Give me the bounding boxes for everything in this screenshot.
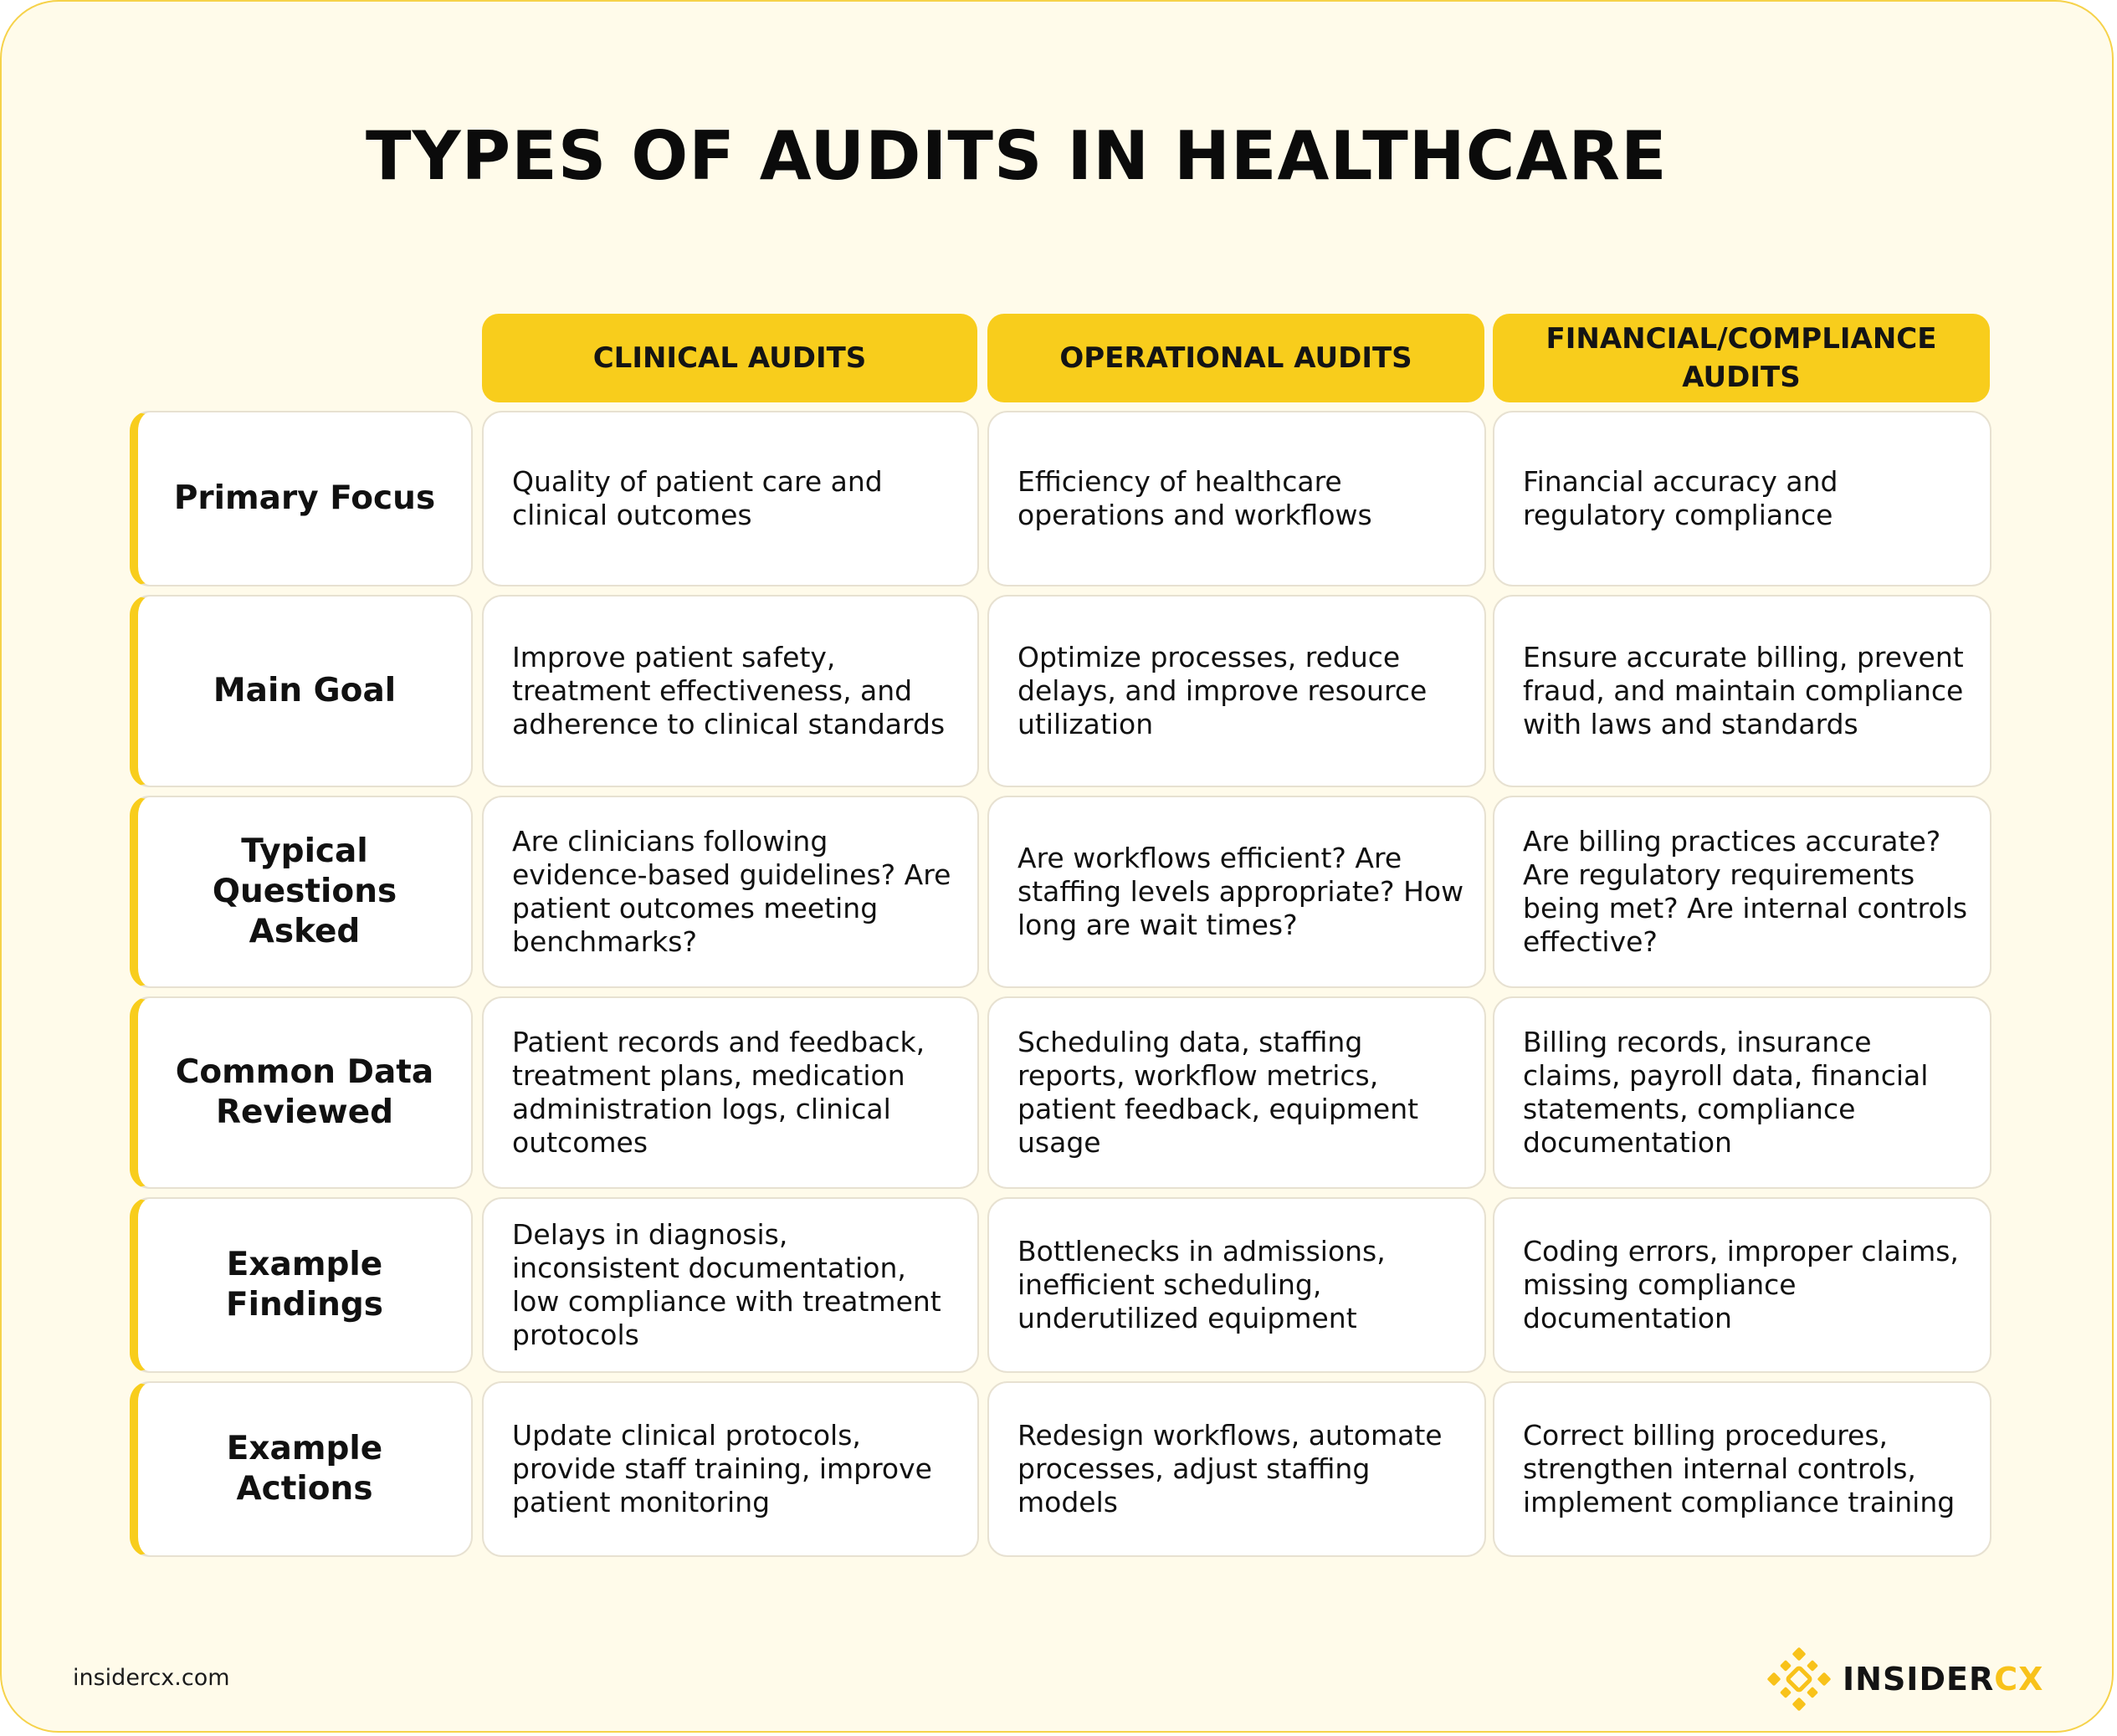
row-label-example-findings: Example Findings bbox=[130, 1197, 473, 1373]
cell-typical-questions-clinical: Are clinicians following evidence-based guidelines? Are patient outcomes meeting benchmarks? bbox=[482, 796, 979, 988]
row-label-main-goal: Main Goal bbox=[130, 595, 473, 787]
row-label-typical-questions: Typical Questions Asked bbox=[130, 796, 473, 988]
page-title: TYPES OF AUDITS IN HEALTHCARE bbox=[366, 117, 1668, 195]
cell-example-actions-financial: Correct billing procedures, strengthen internal controls, implement compliance training bbox=[1493, 1381, 1991, 1557]
cell-main-goal-operational: Optimize processes, reduce delays, and improve resource utilization bbox=[987, 595, 1486, 787]
cell-example-findings-operational: Bottlenecks in admissions, inefficient scheduling, underutilized equipment bbox=[987, 1197, 1486, 1373]
cell-typical-questions-operational: Are workflows efficient? Are staffing levels appropriate? How long are wait times? bbox=[987, 796, 1486, 988]
row-label-primary-focus: Primary Focus bbox=[130, 411, 473, 586]
brand-logo bbox=[1767, 1647, 2043, 1711]
column-header-financial: FINANCIAL/COMPLIANCE AUDITS bbox=[1493, 314, 1990, 402]
row-label-common-data: Common Data Reviewed bbox=[130, 996, 473, 1189]
cell-main-goal-financial: Ensure accurate billing, prevent fraud, and maintain compliance with laws and standards bbox=[1493, 595, 1991, 787]
cell-common-data-clinical: Patient records and feedback, treatment plans, medication administration logs, clinical outcomes bbox=[482, 996, 979, 1189]
cell-primary-focus-clinical: Quality of patient care and clinical outcomes bbox=[482, 411, 979, 586]
cell-example-actions-operational: Redesign workflows, automate processes, adjust staffing models bbox=[987, 1381, 1486, 1557]
column-header-operational: OPERATIONAL AUDITS bbox=[987, 314, 1484, 402]
cell-typical-questions-financial: Are billing practices accurate? Are regulatory requirements being met? Are internal controls effective? bbox=[1493, 796, 1991, 988]
logo-wordmark bbox=[1843, 1661, 2043, 1698]
cell-common-data-operational: Scheduling data, staffing reports, workflow metrics, patient feedback, equipment usage bbox=[987, 996, 1486, 1189]
cell-main-goal-clinical: Improve patient safety, treatment effectiveness, and adherence to clinical standards bbox=[482, 595, 979, 787]
cell-example-findings-financial: Coding errors, improper claims, missing compliance documentation bbox=[1493, 1197, 1991, 1373]
cell-example-actions-clinical: Update clinical protocols, provide staff training, improve patient monitoring bbox=[482, 1381, 979, 1557]
cell-primary-focus-financial: Financial accuracy and regulatory compliance bbox=[1493, 411, 1991, 586]
column-header-clinical: CLINICAL AUDITS bbox=[482, 314, 977, 402]
cell-common-data-financial: Billing records, insurance claims, payroll data, financial statements, compliance documentation bbox=[1493, 996, 1991, 1189]
footer-url: insidercx.com bbox=[73, 1665, 230, 1691]
row-label-example-actions: Example Actions bbox=[130, 1381, 473, 1557]
insidercx-logo-icon bbox=[1767, 1647, 1831, 1711]
logo-text-cx: CX bbox=[1994, 1661, 2044, 1698]
cell-primary-focus-operational: Efficiency of healthcare operations and workflows bbox=[987, 411, 1486, 586]
cell-example-findings-clinical: Delays in diagnosis, inconsistent documentation, low compliance with treatment protocols bbox=[482, 1197, 979, 1373]
logo-text-insider: INSIDER bbox=[1843, 1661, 1995, 1698]
